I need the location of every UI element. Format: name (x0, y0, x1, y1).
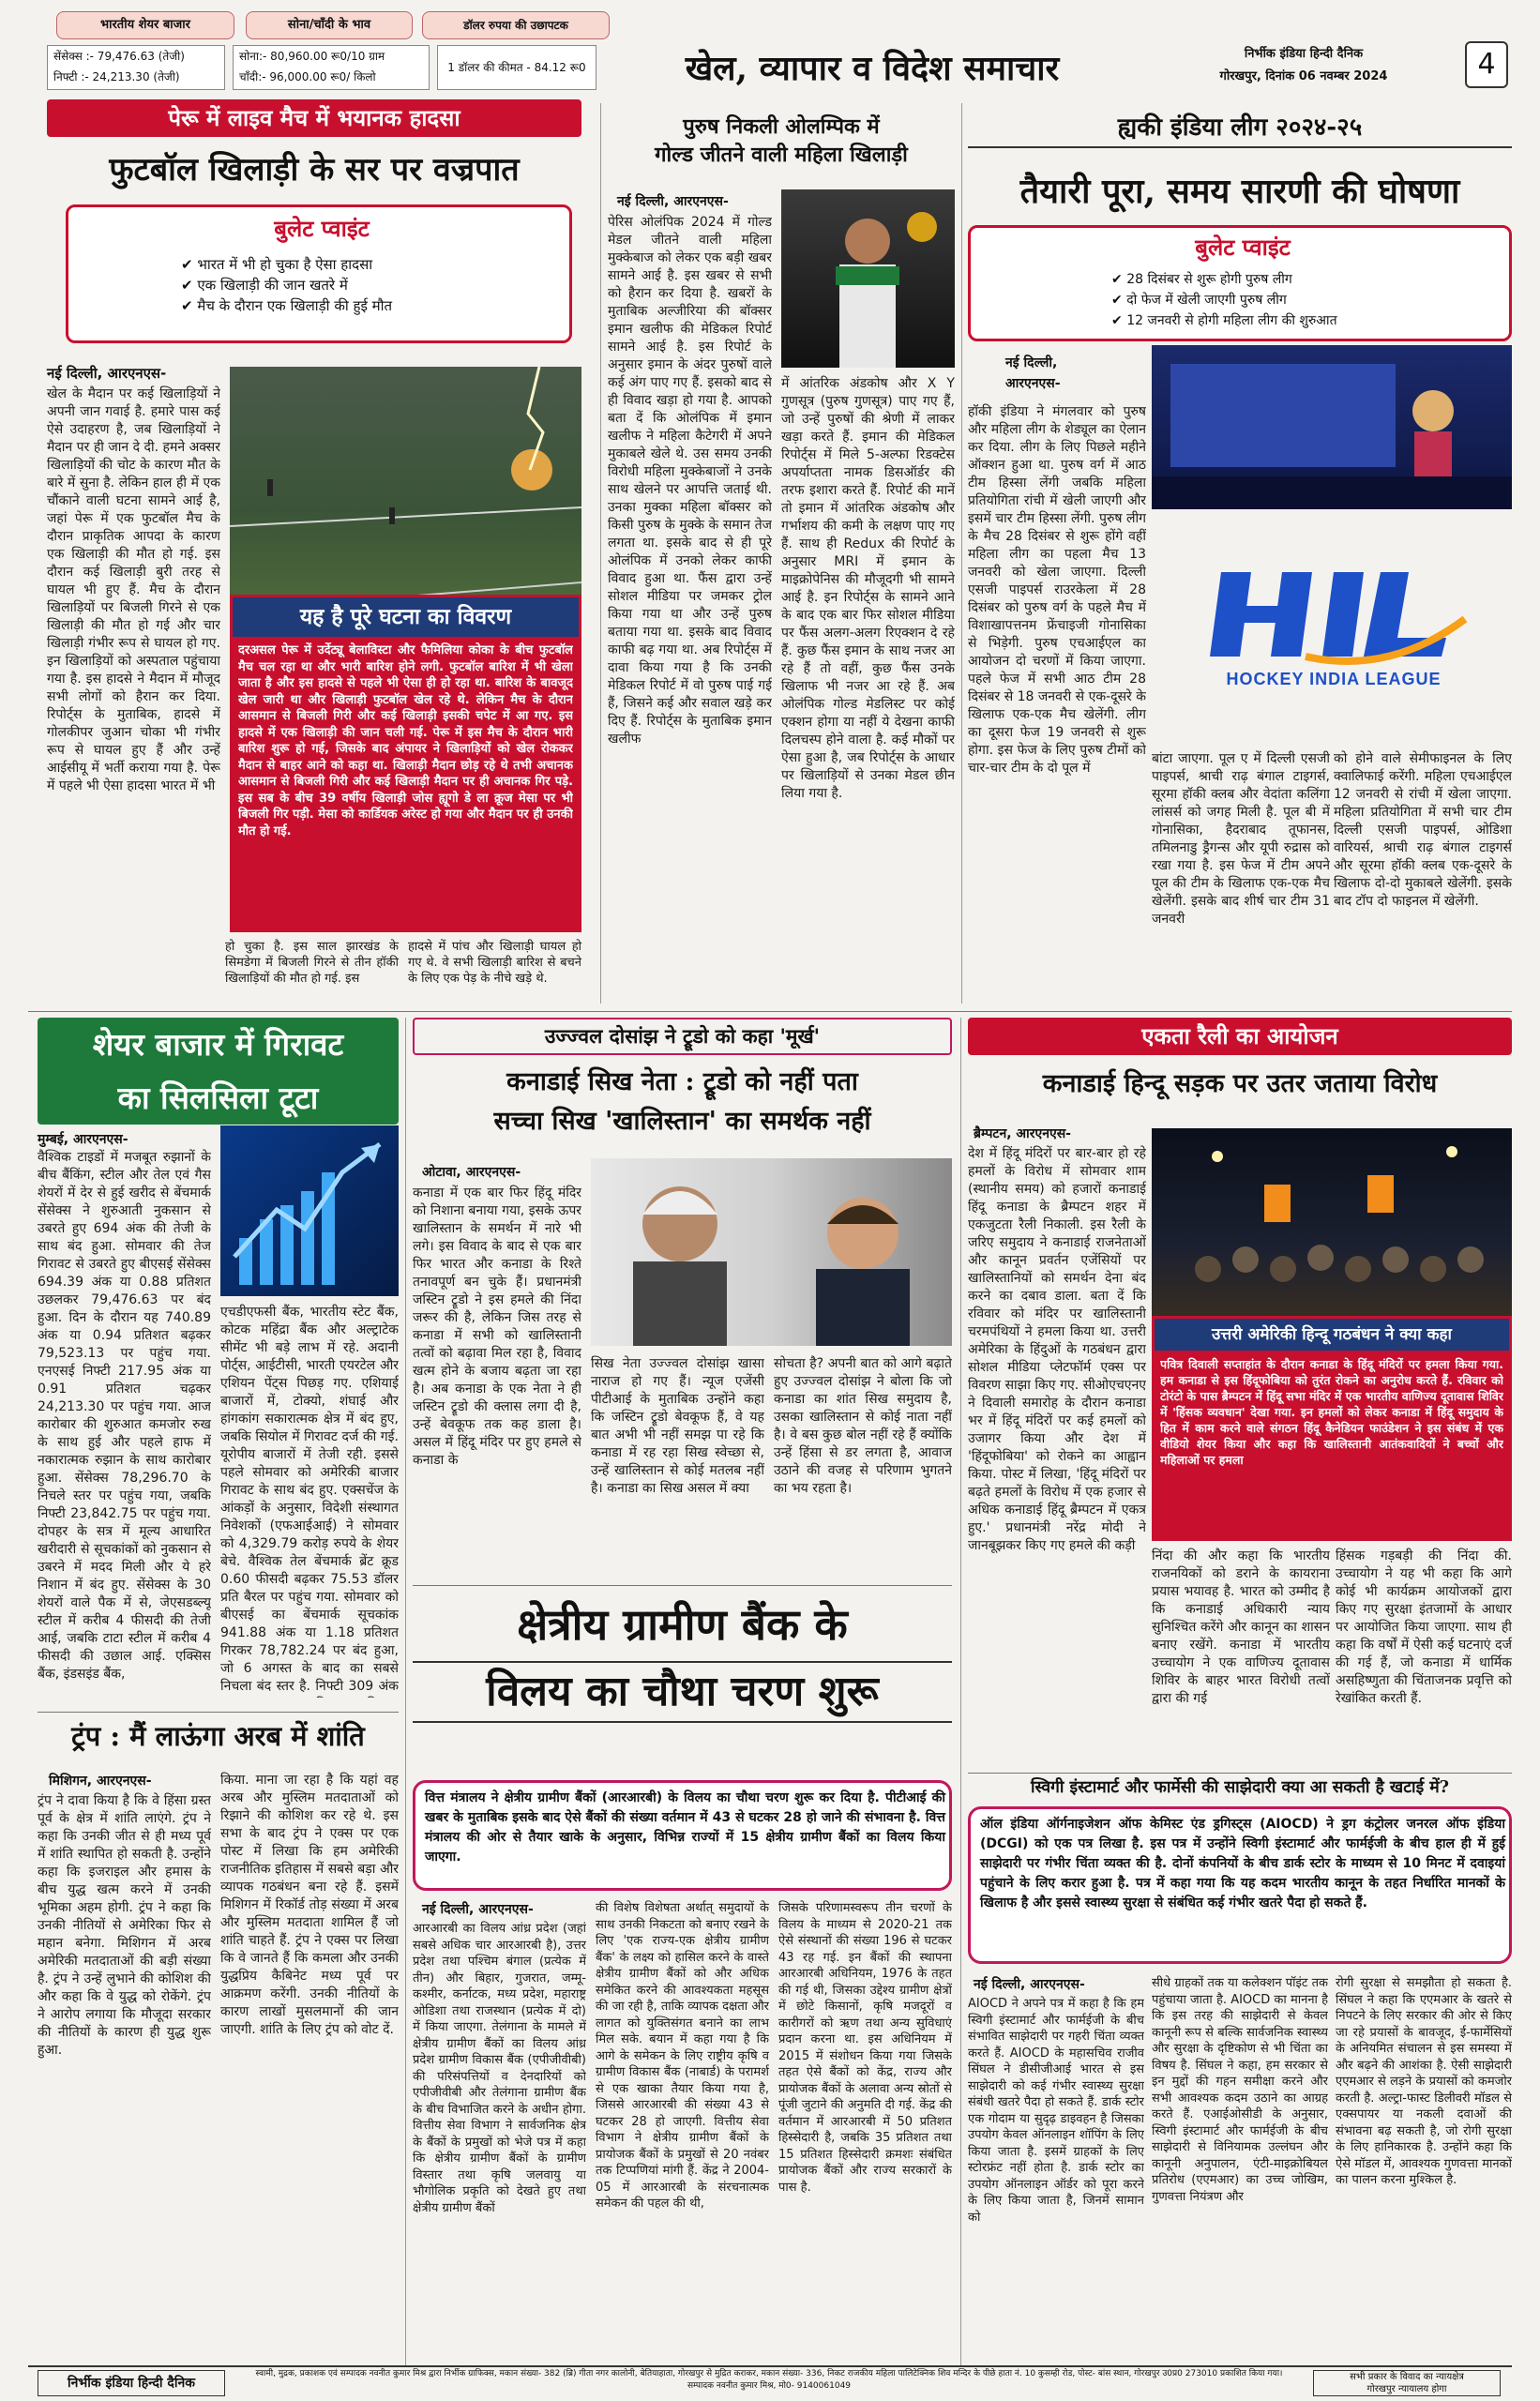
headline-line-2: का सिलसिला टूटा (117, 1080, 319, 1116)
paper-name: निर्भीक इंडिया हिन्दी दैनिक (1244, 47, 1364, 61)
footer (28, 2365, 1512, 2397)
dateline: मुम्बई, आरएनएस- (38, 1132, 128, 1147)
summary-text: वित्त मंत्रालय ने क्षेत्रीय ग्रामीण बैंकों (आरआरबी) के विलय का चौथा चरण शुरू कर दिया है. पीटीआई की खबर के मुताबिक इसके बाद ऐसे बैंकों की संख्या वर्तमान में 43 से घटकर 28 हो जाने की संभावना है. वित्त मंत्रालय की ओर से तैयार खाके के अनुसार, विभिन्न राज्यों में 15 क्षेत्रीय ग्रामीण बैंकों का विलय किया जाएगा. (425, 1790, 945, 1865)
detail-box-text: दरअसल पेरू में उर्देट्यू बेलाविस्टा और फैमिलिया कोका के बीच फुटबॉल मैच चल रहा था और भारी बारिश होने लगी. फुटबॉल बारिश में भी खेला जाता है और इस हादसे से पहले भी ऐसा ही हो रहा था. बारिश के बावजूद खेल जारी था और खिलाड़ी फुटबॉल खेल रहे थे. लेकिन मैच के दौरान आसमान से बिजली गिरी और कई खिलाड़ी इसकी चपेट में आ गए. इस हादसे में एक खिलाड़ी की जान चली गई. पेरू में इस मैच के दौरान भारी बारिश शुरू हो गई, जिसके बाद अंपायर ने खिलाड़ियों को खेल रोककर मैदान से बाहर आने को कहा था. खिलाड़ी मैदान छोड़ रहे थे तभी अचानक आसमान से बिजली गिरी और कई खिलाड़ी मैदान पर ही अचानक गिर पड़े. इस सब के बीच 39 वर्षीय खिलाड़ी जोस ह्यूगो डे ला क्रूज मेसा पर भी बिजली गिर पड़ी. मेसा को कार्डियक अरेस्ट हो गया और मैदान पर ही उनकी मौत हो गई. (238, 643, 573, 838)
tab-dollar-rupee: डॉलर रुपया की उछापटक (422, 11, 610, 39)
article-trump (38, 1712, 399, 2303)
headline: ट्रंप : मैं लाऊंगा अरब में शांति (38, 1712, 399, 1759)
headline (38, 1018, 399, 1125)
crowd-icon (1152, 1128, 1512, 1325)
summary-box (968, 1806, 1512, 1964)
place-date: गोरखपुर, दिनांक 06 नवम्बर 2024 (1219, 69, 1388, 83)
dateline (1005, 353, 1061, 394)
boxer-photo (781, 189, 955, 368)
article-share-market (38, 1018, 399, 1707)
headline (608, 113, 955, 169)
section-title: खेल, व्यापार व विदेश समाचार (685, 49, 1060, 88)
summary-text: ऑल इंडिया ऑर्गनाइजेशन ऑफ केमिस्ट एंड ड्रगिस्ट्स (AIOCD) ने ड्रग कंट्रोलर जनरल ऑफ इंडिया (DCGI) को एक पत्र लिखा है. इस पत्र में उन्होंने स्विगी इंस्टामार्ट और फार्मईजी के बीच हाल ही में हुई साझेदारी पर गंभीर चिंता व्यक्त की है. दोनों कंपनियों के बीच डार्क स्टोर के माध्यम से 10 मिनट में दवाइयां पहुंचाने के लिए करार हुआ है. पत्र में कहा गया कि यह कदम भारतीय कानून के तहत निर्धारित मानकों के खिलाफ है और इससे स्वास्थ्य सुरक्षा से संबंधित कई गंभीर खतरे पैदा हो सकते हैं. (980, 1817, 1505, 1910)
dateline: नई दिल्ली, आरएनएस- (422, 1902, 534, 1917)
league-title: ह्यकी इंडिया लीग २०२४-२५ (968, 109, 1512, 148)
detail-box (230, 595, 581, 932)
list-item: ✔ 12 जनवरी से होगी महिला लीग की शुरुआत (1111, 313, 1337, 328)
bullet-list (1111, 269, 1505, 331)
article-bar: एकता रैली का आयोजन (968, 1018, 1512, 1055)
body-col-1: कनाडा में एक बार फिर हिंदू मंदिर को निशाना बनाया गया, इसके ऊपर खालिस्तान के समर्थन में नारे भी लगे। इस विवाद के बाद से एक बार फिर भारत और कनाडा के रिश्ते तनावपूर्ण बन चुके हैं। प्रधानमंत्री जस्टिन ट्रूडो ने इस हमले की निंदा जरूर की है, लेकिन जिस तरह से कनाडा में सभी को खालिस्तानी तत्वों को बढ़ावा मिल रहा है, विवाद खत्म होने के बजाय बढ़ता जा रहा है। अब कनाडा के एक नेता ने ही जस्टिन ट्रूडो की क्लास लगा दी है, उन्हें बेवकूफ तक कह डाला है। असल में हिंदू मंदिर पर हुए हमले से कनाडा के (413, 1185, 581, 1468)
nifty-value: निफ्टी :- 24,213.30 (तेजी) (53, 70, 180, 83)
sensex-box (47, 45, 225, 90)
bullet-box (66, 204, 572, 343)
bullet-title: बुलेट प्वाइंट (274, 215, 370, 242)
silver-value: चाँदी:- 96,000.00 रू0/ किलो (239, 70, 376, 83)
list-item: ✔ भारत में भी हो चुका है ऐसा हादसा (181, 256, 373, 273)
dateline: ओटावा, आरएनएस- (422, 1165, 521, 1180)
body-col-2: किया. माना जा रहा है कि यहां वह अरब और मुस्लिम मतदाताओं को रिझाने की कोशिश कर रहे थे. इस सभा के बाद ट्रंप ने एक्स पर एक पोस्ट में लिखा कि हम अमेरिकी राजनीतिक इतिहास में सबसे बड़ा और व्यापक गठबंधन बना रहे हैं. इसमें मिशिगन में रिकॉर्ड तोड़ संख्या में अरब और मुस्लिम मतदाता शामिल हैं जो शांति चाहते हैं. ट्रंप ने एक्स पर लिखा कि वे जानते हैं कि कमला और उनकी युद्धप्रिय कैबिनेट मध्य पूर्व पर आक्रमण करेंगी. उनकी नीतियों के कारण लाखों मुसलमानों की जान जाएगी. शांति के लिए ट्रंप को वोट दें. (220, 1773, 399, 2037)
hil-logo (1193, 563, 1474, 703)
coalition-box-title: उत्तरी अमेरिकी हिन्दू गठबंधन ने क्या कहा (1155, 1319, 1509, 1351)
dateline: नई दिल्ली, आरएनएस- (47, 365, 167, 382)
stock-chart-icon (220, 1125, 399, 1296)
logo-subtitle: HOCKEY INDIA LEAGUE (1226, 670, 1442, 688)
tab-gold-silver: सोना/चाँदी के भाव (246, 11, 413, 39)
list-item: ✔ दो फेज में खेली जाएगी पुरुष लीग (1111, 293, 1287, 308)
body-col-1: पेरिस ओलंपिक 2024 में गोल्ड मेडल जीतने वाली महिला मुक्केबाज को लेकर एक बड़ी खबर सामने आई है. इस खबर से सभी को हैरान कर दिया है. खबरों के मुताबिक अल्जीरिया की बॉक्सर इमान खलीफ की मेडिकल रिपोर्ट सामने आई है. इस रिपोर्ट के अनुसार इमान के अंदर पुरुषों वाले कई अंग पाए गए हैं. इसको बाद से ही विवाद खड़ा हो गया है. आपको बता दें कि ओलंपिक में इमान खलीफ ने महिला कैटेगरी में अपने मुकाबले खेले थे. उस समय उनकी विरोधी महिला मुक्केबाजों ने उनके साथ खेलने पर आपत्ति जताई थी. उनका मुक्का महिला बॉक्सर को किसी पुरुष के मुक्के के समान तेज लगता था. इसके बाद से ही पूरे ओलंपिक में उनको लेकर काफी विवाद हुआ था. फैंस द्वारा उन्हें सोशल मीडिया पर जमकर ट्रोल किया गया था और उन्हें पुरुष बताया गया था. इसके बाद विवाद काफी बढ़ गया था. अब रिपोर्ट्स में दावा किया गया है कि उनकी मेडिकल रिपोर्ट में वो पुरुष पाई गई हैं, जिसने कई और सवाल खड़े कर दिए हैं. रिपोर्ट्स के मुताबिक इमान खलीफ (608, 215, 772, 747)
detail-box-title: यह है पूरे घटना का विवरण (233, 597, 579, 637)
footer-jurisdiction-line-2: गोरखपुर न्यायालय होगा (1366, 2384, 1447, 2394)
boxer-icon (781, 189, 955, 368)
summary-box (413, 1780, 952, 1891)
page-number: 4 (1465, 41, 1508, 88)
body-col-1: AIOCD ने अपने पत्र में कहा है कि हम स्विगी इंस्टामार्ट और फार्मईजी के बीच संभावित साझेदारी पर गहरी चिंता व्यक्त करते हैं. AIOCD के महासचिव राजीव सिंघल ने डीसीजीआई भारत से इस साझेदारी को कई गंभीर स्वास्थ्य सुरक्षा संबंधी खतरे पैदा हो सकते हैं. डार्क स्टोर एक गोदाम या सुदृढ़ डाइवहन है जिसका उपयोग केवल ऑनलाइन शॉपिंग के लिए किया जाता है. इसमें ग्राहकों के लिए स्टोरफ्रंट नहीं होता है. डार्क स्टोर का उपयोग ऑनलाइन ऑर्डर को पूरा करने के लिए किया जाता है, जिनमें सामान को (968, 1997, 1144, 2225)
body-text: खेल के मैदान पर कई खिलाड़ियों ने अपनी जान गवाई है. हमारे पास कई ऐसे उदाहरण है, जब खिलाड़ियों ने मैदान पर ही जान दे दी. हमने अक्सर खिलाड़ियों की चोट के कारण मौत के बारे में सुना है. लेकिन हाल ही में एक चौंकाने वाली घटना सामने आई है, जहां पेरू में एक फुटबॉल मैच के दौरान प्राकृतिक आपदा के कारण एक खिलाड़ी की मौत हो गई. इस दौरान कई खिलाड़ी बुरी तरह से घायल भी हुए हैं. मैच के दौरान खिलाड़ियों पर बिजली गिरने से एक खिलाड़ी की मौत हो गई और चार खिलाड़ी गंभीर रूप से घायल हो गए. इन खिलाड़ियों को अस्पताल पहुंचाया गया है. इस हादसे ने मैदान में मौजूद सभी लोगों को हैरान कर दिया. रिपोर्ट्स के मुताबिक, हादसे में गोलकीपर जुआन चोका भी गंभीर रूप से घायल हुए हैं और उन्हें आईसीयू में भर्ती कराया गया है. पेरू में पहले भी ऐसा हादसा भारत में भी (47, 386, 220, 793)
dollar-box: 1 डॉलर की कीमत - 84.12 रू0 (437, 45, 596, 90)
gold-box (233, 45, 430, 90)
body-col-3: हिंसक गड़बड़ी की निंदा की. उच्चायोग ने यह भी कहा कि आगे कोई भी कार्यक्रम आयोजकों द्वारा किए गए सुरक्षा इंतजामों के आधार पर आयोजित किया जाएगा. साथ ही कहा कि वर्षों में ऐसी कई घटनाएं दर्ज की गई हैं, जो कनाडा में धार्मिक असहिष्णुता की चिंताजनक प्रवृत्ति को रेखांकित करती हैं. (1336, 1548, 1512, 1706)
headline (413, 1063, 952, 1141)
footer-paper-name: निर्भीक इंडिया हिन्दी दैनिक (38, 2370, 225, 2396)
auction-photo (1152, 345, 1512, 509)
body-col-1: हॉकी इंडिया ने मंगलवार को पुरुष और महिला लीग के शेड्यूल का ऐलान कर दिया. लीग के लिए पिछले महीने ऑक्शन हुआ था. पुरुष वर्ग में आठ टीम हिस्सा लेंगी जबकि महिला प्रतियोगिता रांची में खेली जाएगी और इसमें चार टीम हिस्सा लेंगी. पुरुष लीग के मैच 28 दिसंबर से शुरू होंगे वहीं महिला लीग का पहला मैच 13 जनवरी को खेला जाएगा. दिल्ली एसजी पाइपर्स राउरकेला में 28 दिसंबर को पुरुष वर्ग के पहले मैच में विशाखापत्तनम फ्रेंचाइजी गोनासिका से भिड़ेगी. पुरुष एचआईएल का आयोजन दो चरणों में किया जाएगा. पहले फेज में सभी आठ टीम 28 दिसंबर से 18 जनवरी से एक-दूसरे के खिलाफ एक-एक मैच खेलेंगी. लीग का दूसरा फेज 19 जनवरी से शुरू होगा. इस फेज के लिए पुरुष टीमों को चार-चार टीम के दो पूल में (968, 404, 1146, 776)
article-bar: पेरू में लाइव मैच में भयानक हादसा (47, 99, 581, 137)
article-swiggy (968, 1773, 1512, 2363)
dateline: नई दिल्ली, आरएनएस- (617, 194, 729, 209)
headline: फुटबॉल खिलाड़ी के सर पर वज्रपात (109, 151, 520, 189)
list-item: ✔ मैच के दौरान एक खिलाड़ी की हुई मौत (181, 297, 393, 314)
dateline-line-2: आरएनएस- (1005, 376, 1061, 391)
body-col-3: रोगी सुरक्षा से समझौता हो सकता है. सिंघल ने कहा कि एएमआर के खतरे से निपटने के लिए सरकार की ओर से किए जा रहे प्रयासों के बावजूद, ई-फार्मेसियों के अनियमित संचालन से इस समस्या में और बढ़ने की आशंका है. ऐसी साझेदारी एएमआर से लड़ने के प्रयासों को कमजोर करती है. अल्ट्रा-फास्ट डिलीवरी मॉडल से एक्सपायर या नकली दवाओं की संभावना बढ़ सकती है, जो रोगी सुरक्षा के लिए हानिकारक है. उन्होंने कहा कि ऐसे मॉडल में, आवश्यक गुणवत्ता मानकों का पालन करना मुश्किल है. (1336, 1976, 1512, 2187)
coalition-box-text: पवित्र दिवाली सप्ताहांत के दौरान कनाडा के हिंदू मंदिरों पर हमला किया गया. हम कनाडा से इस हिंदूफोबिया को तुरंत रोकने का अनुरोध करते हैं. रविवार को टोरंटो के पास ब्रैम्पटन में हिंदू सभा मंदिर में एक भारतीय वाणिज्य दूतावास शिविर में 'हिंसक व्यवधान' देखा गया. इन हमलों को लेकर कनाडा में हिंदू समुदाय के हित में काम करने वाले संगठन हिंदू कैनेडियन फाउंडेशन ने इस संबंध में एक वीडियो शेयर किया और कहा कि खालिस्तानी आतंकवादियों ने बच्चों और महिलाओं पर हमला (1160, 1357, 1503, 1467)
body-col-1: आरआरबी का विलय आंध्र प्रदेश (जहां सबसे अधिक चार आरआरबी है), उत्तर प्रदेश तथा पश्चिम बंगाल (प्रत्येक में तीन) और बिहार, गुजरात, जम्मू-कश्मीर, कर्नाटक, मध्य प्रदेश, महाराष्ट्र ओडिशा तथा राजस्थान (प्रत्येक में दो) में किया जाएगा. तेलंगाना के मामले में क्षेत्रीय ग्रामीण बैंकों का विलय आंध्र प्रदेश ग्रामीण विकास बैंक (एपीजीवीबी) की परिसंपत्तियों व देनदारियों को एपीजीवीबी और तेलंगाना ग्रामीण बैंक के बीच विभाजित करने के अधीन होगा. वित्तीय सेवा विभाग ने सार्वजनिक क्षेत्र के बैंकों के प्रमुखों को भेजे पत्र में कहा कि क्षेत्रीय ग्रामीण बैंकों के ग्रामीण विस्तार तथा कृषि जलवायु या भौगोलिक प्रकृति को देखते हुए तथा क्षेत्रीय ग्रामीण बैंकों (413, 1922, 586, 2215)
headline: कनाडाई हिन्दू सड़क पर उतर जताया विरोध (1042, 1069, 1438, 1098)
headline-line-2: सच्चा सिख 'खालिस्तान' का समर्थक नहीं (493, 1107, 871, 1136)
article-hockey (968, 103, 1512, 1004)
body-tail-left: हो चुका है. इस साल झारखंड के सिमडेगा में बिजली गिरने से तीन हॉकी खिलाड़ियों की मौत हो गई. इस (225, 940, 399, 986)
dateline: नई दिल्ली, आरएनएस- (974, 1977, 1085, 1992)
market-graph-photo (220, 1125, 399, 1296)
headline-line-1: पुरुष निकली ओलम्पिक में (683, 114, 880, 139)
dateline: मिशिगन, आरएनएस- (49, 1774, 152, 1789)
bullet-box (968, 225, 1512, 341)
headline: स्विगी इंस्टामार्ट और फार्मेसी की साझेदारी क्या आ सकती है खटाई में? (968, 1773, 1512, 1802)
body-col-2: सीधे ग्राहकों तक या कलेक्शन पॉइंट तक पहुंचाया जाता है. AIOCD का मानना है कि इस तरह की साझेदारी से केवल कानूनी रूप से बल्कि सार्वजनिक स्वास्थ्य और सुरक्षा के दृष्टिकोण से भी चिंता का विषय है. सिंघल ने कहा, हम सरकार से इन मुद्दों की गहन समीक्षा करने और सभी आवश्यक कदम उठाने का आग्रह करते हैं. एआईओसीडी के अनुसार, स्विगी इंस्टामार्ट और फार्मईजी के बीच साझेदारी से विनियामक उल्लंघन और कानूनी अनुपालन, एंटी-माइक्रोबियल प्रतिरोध (एएमआर) का उच्च जोखिम, गुणवत्ता नियंत्रण और (1152, 1976, 1328, 2204)
footer-imprint (234, 2368, 1304, 2393)
list-item: ✔ एक खिलाड़ी की जान खतरे में (181, 277, 348, 294)
dosanjh-trudeau-photo (591, 1158, 952, 1346)
hockey-india-league-logo-icon (1193, 563, 1474, 666)
paper-info (1144, 43, 1463, 90)
headline: तैयारी पूरा, समय सारणी की घोषणा (1019, 172, 1460, 211)
body-col-3: सोचता है? अपनी बात को आगे बढ़ाते हुए उज्ज्वल दोसांझ ने बोला कि जो कनाडा का शांत सिख समुदाय है, उसका खालिस्तान से कोई नाता नहीं है। वे बस कुछ बोल नहीं रहे हैं क्योंकि उन्हें हिंसा से डर लगता है, आवाज उठाने की वजह से परिणाम भुगतने का भय रहता है। (774, 1356, 952, 1496)
body-col-2: में आंतरिक अंडकोष और X Y गुणसूत्र (पुरुष गुणसूत्र) पाए गए हैं, जो उन्हें पुरुषों की श्रेणी में लाकर खड़ा करते हैं. इमान की मेडिकल रिपोर्ट्स में मिले 5-अल्फा रिडक्टेस अपर्याप्तता नामक डिसऑर्डर की तरफ इशारा करते हैं. रिपोर्ट की मानें तो इमान में आंतरिक अंडकोष और गर्भाशय की कमी के लक्षण पाए गए हैं. साथ ही Redux की रिपोर्ट के अनुसार MRI में इमान के माइक्रोपेनिस की मौजूदगी भी सामने आई है. इन रिपोर्ट्स के सामने आने के बाद एक बार फिर सोशल मीडिया पर फैंस अलग-अलग रिएक्शन दे रहे हैं. कुछ फैंस इमान के साथ नजर आ रहे हैं तो वहीं, कुछ फैंस उनके खिलाफ भी नजर आ रहे हैं. अब ओलंपिक गोल्ड मेडलिस्ट पर कोई एक्शन होगा या नहीं ये देखना काफी दिलचस्प होने वाला है. कई मौकों पर ऐसा हुआ है, जब रिपोर्ट्स के आधार पर खिलाड़ियों से उनका मेडल छीन लिया गया है. (781, 376, 955, 801)
article-dosanjh (413, 1018, 952, 1627)
headline (413, 1585, 952, 1773)
stage-icon (1152, 345, 1512, 509)
headline-line-1: क्षेत्रीय ग्रामीण बैंक के (517, 1599, 848, 1650)
footer-jurisdiction-line-1: सभी प्रकार के विवाद का न्यायक्षेत्र (1350, 2372, 1464, 2382)
body-col-1: ट्रंप ने दावा किया है कि वे हिंसा ग्रस्त पूर्व के क्षेत्र में शांति लाएंगे. ट्रंप ने कहा कि उनकी जीत से ही मध्य पूर्व में शांति स्थापित हो सकती है. उन्होंने कहा कि इजराइल और हमास के बीच युद्ध खत्म करने में उनकी भूमिका अहम होगी. ट्रंप ने कहा कि उनकी नीतियों से अमेरिका फिर से महान बनेगा. मिशिगन में अरब अमेरिकी मतदाताओं की बड़ी संख्या है. ट्रंप ने उन्हें लुभाने की कोशिश की और कहा कि वे युद्ध को रोकेंगे. ट्रंप ने आरोप लगाया कि मौजूदा सरकार की नीतियों के कारण ही युद्ध शुरू हुआ. (38, 1793, 211, 2058)
article-peru (38, 99, 591, 986)
article-hindu-rally (968, 1018, 1512, 1763)
headline-line-1: शेयर बाजार में गिरावट (92, 1026, 344, 1063)
footer-imprint-line: स्वामी, मुद्रक, प्रकाशक एवं सम्पादक नवनीत कुमार मिश्र द्वारा निर्भीक ग्राफिक्स, मकान संख्या- 382 (ब्रि) गीता नगर कालोनी, बेतियाहाता, गोरखपुर से मुद्रित कराकर, मकान संख्या- 336, निकट राजकीय महिला पालिटेक्निक शिव मन्दिर के पीछे हाता नं. 10 कुसम्ही रोड, पोस्ट- बांस स्थान, गोरखपुर उ0प्र0 273010 प्रकाशित किया गया। (255, 2369, 1283, 2378)
bullet-title: बुलेट प्वाइंट (1195, 234, 1291, 261)
rally-photo (1152, 1128, 1512, 1325)
headline-line-1: कनाडाई सिख नेता : ट्रूडो को नहीं पता (506, 1067, 858, 1096)
body-col-2: बांटा जाएगा. पूल ए में दिल्ली एसजी पाइपर्स, श्राची राढ़ बंगाल टाइगर्स, सूरमा हॉकी क्लब और वेदांता कलिंगा लांसर्स को जगह मिली है. पूल बी में गोनासिका, हैदराबाद तूफानस, तमिलनाडु ड्रैगन्स और यूपी रुद्रास को रखा गया है. इस फेज में टीम अपने पूल की टीम के खिलाफ एक-एक मैच खेलेंगी. इसके बाद शीर्ष चार टीम 31 जनवरी (1152, 751, 1330, 927)
body-col-2: की विशेष विशेषता अर्थात् समुदायों के साथ उनकी निकटता को बनाए रखने के लिए 'एक राज्य-एक क्षेत्रीय ग्रामीण बैंक' के लक्ष्य को हासिल करने के वास्ते क्षेत्रीय ग्रामीण बैंकों को और अधिक समेकित करने की आवश्यकता महसूस की जा रही है, ताकि व्यापक दक्षता और लागत को युक्तिसंगत बनाने का लाभ मिल सके. बयान में कहा गया है कि आगे के समेकन के लिए राष्ट्रीय कृषि व ग्रामीण विकास बैंक (नाबार्ड) के परामर्श से एक खाका तैयार किया गया है, जिससे आरआरबी की संख्या 43 से घटकर 28 हो जाएगी. वित्तीय सेवा विभाग ने क्षेत्रीय ग्रामीण बैंकों के प्रायोजक बैंकों के प्रमुखों से 20 नवंबर तक टिप्पणियां मांगी हैं. केंद्र ने 2004-05 में आरआरबी के संरचनात्मक समेकन की पहल की थी, (596, 1901, 769, 2211)
body-col-2: निंदा की और कहा कि भारतीय राजनयिकों को डराने के कायराना प्रयास भयावह है. भारत को उम्मीद है कि कनाडाई अधिकारी न्याय सुनिश्चित करेंगे और कानून का शासन बनाए रखेंगे. कनाडा में भारतीय उच्चायोग ने एक वाणिज्य दूतावास शिविर के बाहर भारत विरोधी तत्वों द्वारा की गई (1152, 1548, 1330, 1706)
list-item: ✔ 28 दिसंबर से शुरू होगी पुरुष लीग (1111, 272, 1292, 287)
body-col-3: को होने वाले सेमीफाइनल के लिए क्वालिफाई करेंगी. महिला एचआईएल 12 जनवरी से रांची में खेला जाएगा. महिला प्रतियोगिता में सभी चार टीम दिल्ली एसजी पाइपर्स, ओडिशा वारियर्स, श्राची राढ़ बंगाल टाइगर्स और सूरमा हॉकी क्लब एक-दूसरे के खिलाफ दो-दो मुकाबले खेलेंगी. इसके बाद टॉप दो फाइनल में खेलेंगी. (1334, 751, 1512, 909)
sensex-value: सेंसेक्स :- 79,476.63 (तेजी) (53, 50, 185, 63)
headline-line-2: गोल्ड जीतने वाली महिला खिलाड़ी (655, 143, 908, 167)
gold-value: सोना:- 80,960.00 रू0/10 ग्राम (239, 50, 385, 63)
headline-line-2: विलय का चौथा चरण शुरू (413, 1661, 952, 1723)
coalition-box (1152, 1316, 1512, 1541)
portraits-icon (591, 1158, 952, 1346)
dateline: ब्रैम्पटन, आरएनएस- (974, 1126, 1071, 1141)
body-tail-right: हादसे में पांच और खिलाड़ी घायल हो गए थे. वे सभी खिलाड़ी बारिश से बचने के लिए एक पेड़ के नीचे खड़े थे. (408, 940, 581, 986)
article-rrb (413, 1585, 952, 2363)
body-col-3: जिसके परिणामस्वरूप तीन चरणों के विलय के माध्यम से 2020-21 तक ऐसे संस्थानों की संख्या 196 से घटकर 43 रह गई. इन बैंकों की स्थापना आरआरबी अधिनियम, 1976 के तहत की गई थी, जिसका उद्देश्य ग्रामीण क्षेत्रों में छोटे किसानों, कृषि मजदूरों व कारीगरों को ऋण तथा अन्य सुविधाएं प्रदान करना था. इस अधिनियम में 2015 में संशोधन किया गया जिसके तहत ऐसे बैंकों को केंद्र, राज्य और प्रायोजक बैंकों के अलावा अन्य स्रोतों से पूंजी जुटाने की अनुमति दी गई. केंद्र की वर्तमान में आरआरबी में 50 प्रतिशत हिस्सेदारी है, जबकि 35 प्रतिशत तथा 15 प्रतिशत हिस्सेदारी क्रमशः संबंधित प्रायोजक बैंकों और राज्य सरकारों के पास है. (778, 1901, 952, 2195)
tab-share-market: भारतीय शेयर बाजार (56, 11, 234, 39)
footer-editor-line: सम्पादक नवनीत कुमार मिश्र, मो0- 9140061049 (687, 2381, 852, 2391)
article-boxer (608, 103, 955, 1004)
body-col-1: देश में हिंदू मंदिरों पर बार-बार हो रहे हमलों के विरोध में सोमवार शाम (स्थानीय समय) को हजारों कनाडाई हिंदू कनाडा के ब्रैम्पटन शहर में एकजुटता रैली निकाली. इस रैली के जरिए समुदाय ने कनाडाई राजनेताओं और कानून प्रवर्तन एजेंसियों पर खालिस्तानियों को समर्थन देना बंद करने का दबाव डाला. बता दें कि रविवार को मंदिर पर खालिस्तानी चरमपंथियों ने हमला किया था. उत्तरी अमेरिका के हिंदुओं के गठबंधन द्वारा सोशल मीडिया प्लेटफॉर्म एक्स पर विवरण साझा किए गए. सीओएचएनए ने दिवाली समारोह के दौरान कनाडा भर में हिंदू मंदिरों पर कई हमलों को उजागर किया और देश में 'हिंदूफोबिया' को रोकने का आह्वान किया. पोस्ट में लिखा, 'हिंदू मंदिरों पर बढ़ते हमलों के विरोध में एक हजार से अधिक कनाडाई हिंदू ब्रैम्पटन में एकत्र हुए.' प्रधानमंत्री नरेंद्र मोदी ने जानबूझकर किए गए हमले की कड़ी (968, 1146, 1146, 1553)
body-col-2: सिख नेता उज्ज्वल दोसांझ खासा नाराज हो गए हैं। न्यूज एजेंसी पीटीआई के मुताबिक उन्होंने कहा कि जस्टिन ट्रूडो बेवकूफ हैं, वे यह बात अभी भी नहीं समझ पा रहे कि कनाडा में रह रहा सिख स्वेच्छा से, उन्हें खालिस्तान से कोई मतलब नहीं है। कनाडा का सिख असल में क्या (591, 1356, 764, 1496)
header (28, 8, 1512, 94)
dateline-line-1: नई दिल्ली, (1005, 355, 1058, 370)
bullet-list (181, 254, 556, 316)
body-col-2: एचडीएफसी बैंक, भारतीय स्टेट बैंक, कोटक महिंद्रा बैंक और अल्ट्राटेक सीमेंट भी बड़े लाभ में रहे. अदानी पोर्ट्स, आईटीसी, भारती एयरटेल और एशियन पेंट्स पिछड़ गए. एशियाई बाजारों में, टोक्यो, शंघाई और हांगकांग सकारात्मक क्षेत्र में बंद हुए, जबकि सियोल में गिरावट दर्ज की गई. यूरोपीय बाजारों में तेजी रही. इससे पहले सोमवार को अमेरिकी बाजार गिरावट के साथ बंद हुए. एक्सचेंज के आंकड़ों के अनुसार, विदेशी संस्थागत निवेशकों (एफआईआई) ने सोमवार को 4,329.79 करोड़ रुपये के शेयर बेचे. वैश्विक तेल बेंचमार्क ब्रेंट क्रूड 0.60 फीसदी बढ़कर 75.53 डॉलर प्रति बैरल पर पहुंच गया. सोमवार को बीएसई का बेंचमार्क सूचकांक 941.88 अंक या 1.18 प्रतिशत गिरकर 78,782.24 पर बंद हुआ, जो 6 अगस्त के बाद का सबसे निचला बंद स्तर है. निफ्टी 309 अंक (220, 1305, 399, 1694)
footer-jurisdiction (1313, 2370, 1501, 2396)
body-col-1: वैश्विक टाइडों में मजबूत रुझानों के बीच बैंकिंग, स्टील और तेल एवं गैस शेयरों में देर से हुई खरीद से बेंचमार्क सेंसेक्स ने शुरुआती नुकसान से उबरते हुए 694 अंक की तेजी के साथ बंद हुआ. सोमवार की तेज गिरावट से उबरते हुए बीएसई सेंसेक्स 694.39 अंक या 0.88 प्रतिशत उछलकर 79,476.63 पर बंद हुआ. दिन के दौरान यह 740.89 अंक या 0.94 प्रतिशत बढ़कर 79,523.13 पर पहुंच गया. एनएसई निफ्टी 217.95 अंक या 0.91 प्रतिशत चढ़कर 24,213.30 पर पहुंच गया. आज कारोबार की शुरुआत कमजोर रुख के साथ हुई और पहले हाफ में नकारात्मक रुझान के साथ कारोबार हुआ. सेंसेक्स 78,296.70 के निचले स्तर पर पहुंच गया, जबकि निफ्टी 23,842.75 पर पहुंच गया. दोपहर के सत्र में मूल्य आधारित खरीदारी से सूचकांकों को नुकसान से उबरने में मदद मिली और ये हरे निशान में बंद हुए. सेंसेक्स के 30 शेयरों वाले पैक में से, जेएसडब्ल्यू स्टील में करीब 4 फीसदी की तेजी आई, जबकि टाटा स्टील में करीब 4 फीसदी की उछाल आई. एक्सिस बैंक, इंडसइंड बैंक, (38, 1150, 211, 1682)
kicker: उज्ज्वल दोसांझ ने ट्रूडो को कहा 'मूर्ख' (413, 1018, 952, 1055)
